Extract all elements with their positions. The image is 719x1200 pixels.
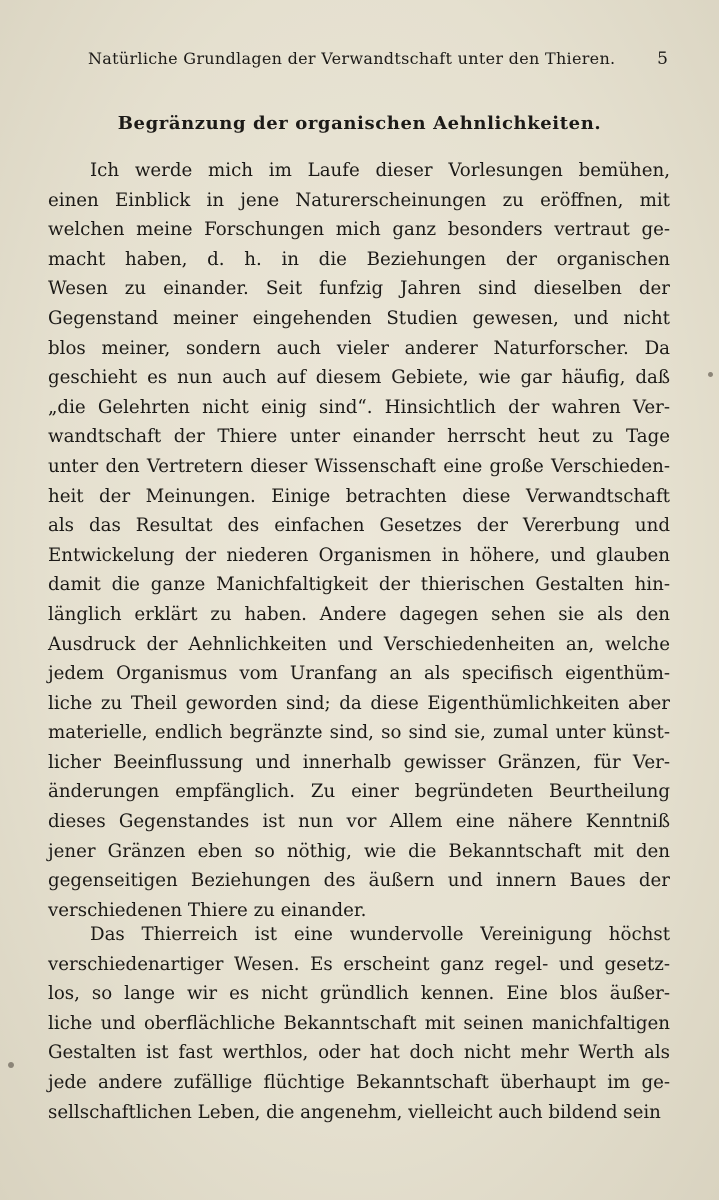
- text-line: länglich erklärt zu haben. Andere dagegen sehen sie als den: [48, 603, 670, 625]
- text-line: Das Thierreich ist eine wundervolle Vereinigung höchst: [90, 924, 670, 945]
- text-line: dieses Gegenstandes ist nun vor Allem eine nähere Kenntniß: [48, 811, 670, 833]
- text-line: blos meiner, sondern auch vieler anderer Naturforscher. Da: [48, 337, 670, 359]
- page-number: 5: [657, 49, 668, 69]
- text-line: änderungen empfänglich. Zu einer begründeten Beurtheilung: [48, 781, 670, 803]
- text-line: Gestalten ist fast werthlos, oder hat doch nicht mehr Werth als: [48, 1042, 670, 1064]
- text-line: wandtschaft der Thiere unter einander herrscht heut zu Tage: [48, 426, 670, 448]
- text-line: Gegenstand meiner eingehenden Studien gewesen, und nicht: [48, 307, 670, 329]
- text-line: unter den Vertretern dieser Wissenschaft eine große Verschieden-: [48, 455, 670, 477]
- text-line: los, so lange wir es nicht gründlich kennen. Eine blos äußer-: [48, 983, 670, 1005]
- paragraph-1: [48, 156, 670, 925]
- text-line: einen Einblick in jene Naturerscheinungen zu eröffnen, mit: [48, 189, 670, 211]
- running-head: [88, 44, 668, 74]
- text-line: jede andere zufällige flüchtige Bekanntschaft überhaupt im ge-: [48, 1071, 670, 1093]
- text-line: jedem Organismus vom Uranfang an als specifisch eigenthüm-: [48, 663, 670, 685]
- text-line: Entwickelung der niederen Organismen in höhere, und glauben: [48, 544, 670, 566]
- text-line: Ausdruck der Aehnlichkeiten und Verschiedenheiten an, welche: [48, 633, 670, 655]
- text-line: verschiedenartiger Wesen. Es erscheint ganz regel- und gesetz-: [48, 953, 670, 975]
- text-line: welchen meine Forschungen mich ganz besonders vertraut ge-: [48, 219, 670, 241]
- text-line: jener Gränzen eben so nöthig, wie die Bekanntschaft mit den: [48, 840, 670, 862]
- section-title: Begränzung der organischen Aehnlichkeiten.: [117, 113, 602, 134]
- text-line: verschiedenen Thiere zu einander.: [48, 899, 367, 921]
- text-line: gegenseitigen Beziehungen des äußern und innern Baues der: [48, 870, 670, 892]
- paper-speck: [8, 1062, 14, 1068]
- text-line: liche zu Theil geworden sind; da diese Eigenthümlichkeiten aber: [48, 692, 670, 714]
- text-line: licher Beeinflussung und innerhalb gewisser Gränzen, für Ver-: [48, 751, 670, 773]
- paragraph-2: [48, 920, 670, 1127]
- text-line: heit der Meinungen. Einige betrachten diese Verwandtschaft: [48, 485, 670, 507]
- text-line: als das Resultat des einfachen Gesetzes der Vererbung und: [48, 515, 670, 537]
- text-line: materielle, endlich begränzte sind, so sind sie, zumal unter künst-: [48, 722, 670, 744]
- text-line: liche und oberflächliche Bekanntschaft mit seinen manichfaltigen: [48, 1012, 670, 1034]
- text-line: sellschaftlichen Leben, die angenehm, vielleicht auch bildend sein: [48, 1101, 661, 1123]
- text-line: damit die ganze Manichfaltigkeit der thierischen Gestalten hin-: [48, 574, 670, 596]
- text-line: geschieht es nun auch auf diesem Gebiete, wie gar häufig, daß: [48, 367, 670, 389]
- paper-speck: [708, 372, 713, 377]
- text-line: Wesen zu einander. Seit funfzig Jahren sind dieselben der: [48, 278, 670, 300]
- text-line: „die Gelehrten nicht einig sind“. Hinsichtlich der wahren Ver-: [48, 396, 670, 418]
- running-title: Natürliche Grundlagen der Verwandtschaft unter den Thieren.: [88, 49, 616, 68]
- text-line: macht haben, d. h. in die Beziehungen der organischen: [48, 248, 670, 270]
- text-line: Ich werde mich im Laufe dieser Vorlesungen bemühen,: [90, 160, 670, 181]
